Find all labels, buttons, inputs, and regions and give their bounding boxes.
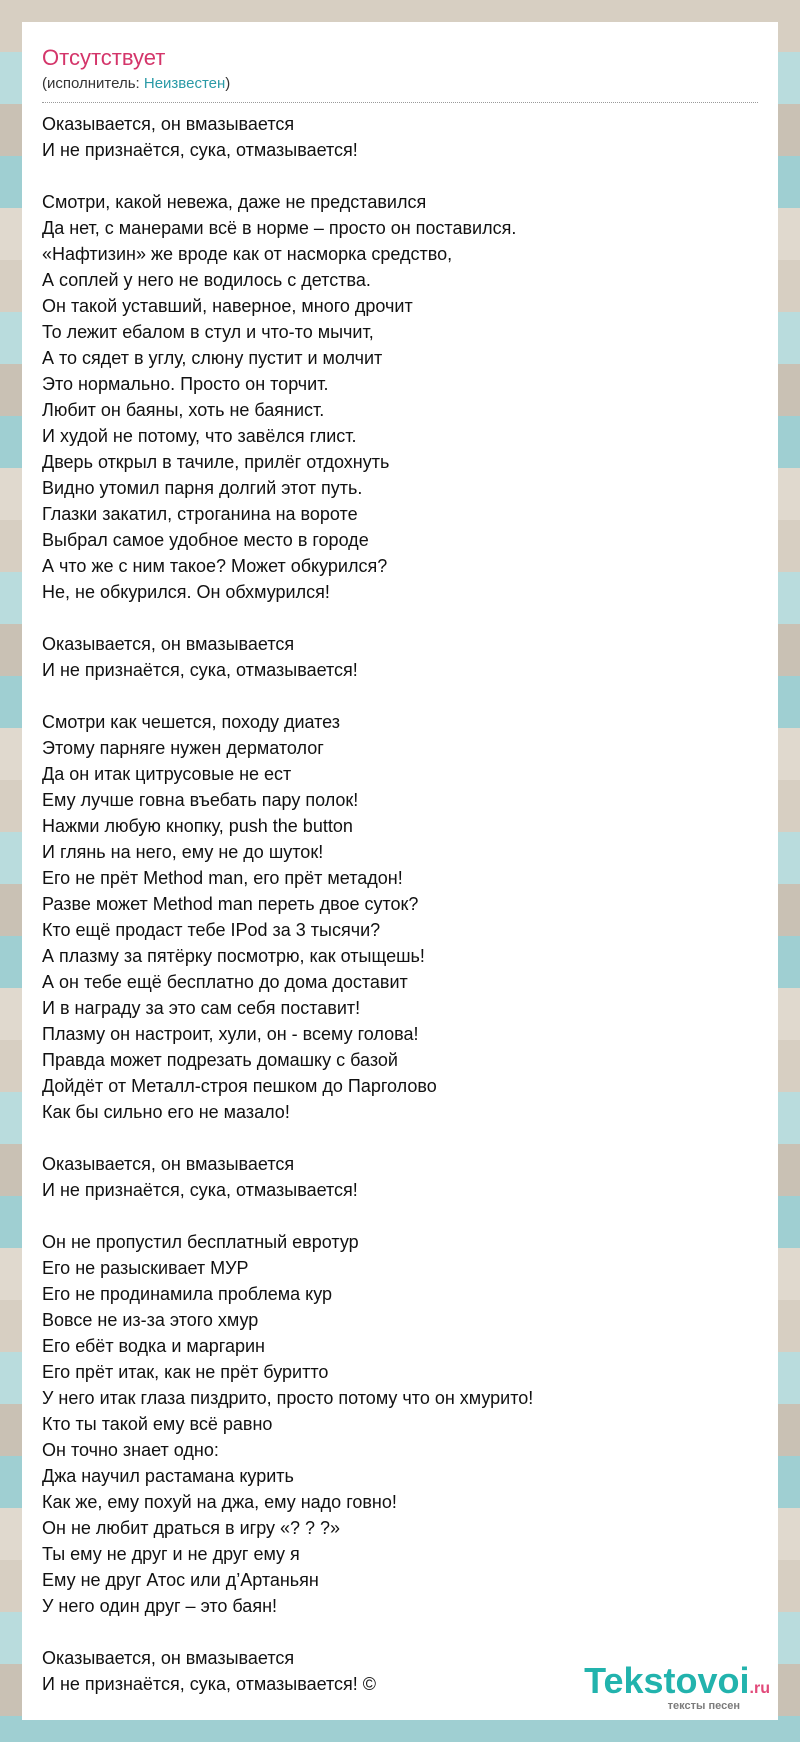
lyric-line: Да нет, с манерами всё в норме – просто он поставился. <box>42 218 517 238</box>
lyric-line: Правда может подрезать домашку с базой <box>42 1050 398 1070</box>
site-logo[interactable] <box>560 1660 770 1718</box>
lyric-line: Плазму он настроит, хули, он - всему голова! <box>42 1024 419 1044</box>
logo-subtitle: тексты песен <box>667 1700 740 1712</box>
lyric-line: А то сядет в углу, слюну пустит и молчит <box>42 348 383 368</box>
lyric-line: Он не пропустил бесплатный евротур <box>42 1232 359 1252</box>
artist-line <box>42 74 758 94</box>
lyric-line: И в награду за это сам себя поставит! <box>42 998 361 1018</box>
lyric-line: Его прёт итак, как не прёт буритто <box>42 1362 329 1382</box>
lyric-line: Нажми любую кнопку, push the button <box>42 816 353 836</box>
stanza-gap <box>42 1619 758 1645</box>
stanza-gap <box>42 163 758 189</box>
lyric-line: И не признаётся, сука, отмазывается! <box>42 1180 358 1200</box>
lyric-line: Как бы сильно его не мазало! <box>42 1102 290 1122</box>
lyric-line: Дойдёт от Металл-строя пешком до Парголово <box>42 1076 437 1096</box>
lyric-line: Его ебёт водка и маргарин <box>42 1336 265 1356</box>
lyric-line: А что же с ним такое? Может обкурился? <box>42 556 388 576</box>
lyric-line: Ему не друг Атос или д’Артаньян <box>42 1570 319 1590</box>
logo-name: Tekstovoi <box>584 1660 750 1701</box>
lyric-line: То лежит ебалом в стул и что-то мычит, <box>42 322 374 342</box>
stanza-gap <box>42 1125 758 1151</box>
artist-suffix: ) <box>225 75 231 92</box>
artist-prefix: (исполнитель: <box>42 75 144 92</box>
lyric-line: Джа научил растамана курить <box>42 1466 294 1486</box>
logo-tld: .ru <box>749 1680 770 1697</box>
lyric-line: Смотри, какой невежа, даже не представился <box>42 192 427 212</box>
lyric-line: Ты ему не друг и не друг ему я <box>42 1544 300 1564</box>
lyric-line: И худой не потому, что завёлся глист. <box>42 426 357 446</box>
stanza-gap <box>42 683 758 709</box>
lyric-line: У него итак глаза пиздрито, просто потому что он хмурито! <box>42 1388 534 1408</box>
lyric-line: Кто ещё продаст тебе IPod за 3 тысячи? <box>42 920 381 940</box>
lyric-line: Да он итак цитрусовые не ест <box>42 764 292 784</box>
lyric-line: Глазки закатил, строганина на вороте <box>42 504 358 524</box>
logo-wordmark <box>584 1660 770 1702</box>
lyric-line: И не признаётся, сука, отмазывается! <box>42 140 358 160</box>
lyric-line: Оказывается, он вмазывается <box>42 114 295 134</box>
lyric-line: Разве может Method man переть двое суток? <box>42 894 419 914</box>
lyric-line: Это нормально. Просто он торчит. <box>42 374 329 394</box>
stanza-gap <box>42 1203 758 1229</box>
lyric-line: Его не продинамила проблема кур <box>42 1284 333 1304</box>
lyric-line: Кто ты такой ему всё равно <box>42 1414 273 1434</box>
artist-link[interactable]: Неизвестен <box>143 75 226 92</box>
lyric-line: Смотри как чешется, походу диатез <box>42 712 341 732</box>
lyric-line: Оказывается, он вмазывается <box>42 1648 295 1668</box>
lyric-line: Вовсе не из-за этого хмур <box>42 1310 259 1330</box>
lyric-line: Не, не обкурился. Он обхмурился! <box>42 582 330 602</box>
lyric-line: Его не разыскивает МУР <box>42 1258 249 1278</box>
lyric-line: Любит он баяны, хоть не баянист. <box>42 400 325 420</box>
lyric-line: А соплей у него не водилось с детства. <box>42 270 371 290</box>
lyric-line: Он не любит драться в игру «? ? ?» <box>42 1518 341 1538</box>
song-title: Отсутствует <box>42 45 166 70</box>
lyric-line: Видно утомил парня долгий этот путь. <box>42 478 363 498</box>
lyric-line: Оказывается, он вмазывается <box>42 634 295 654</box>
lyric-line: И глянь на него, ему не до шуток! <box>42 842 324 862</box>
lyric-line: А он тебе ещё бесплатно до дома доставит <box>42 972 408 992</box>
lyric-line: А плазму за пятёрку посмотрю, как отыщешь! <box>42 946 425 966</box>
lyric-line: Ему лучше говна въебать пару полок! <box>42 790 359 810</box>
lyric-line: «Нафтизин» же вроде как от насморка средство, <box>42 244 453 264</box>
lyric-line: Его не прёт Method man, его прёт метадон! <box>42 868 403 888</box>
lyrics-text <box>42 111 758 1697</box>
stanza-gap <box>42 605 758 631</box>
lyric-line: Дверь открыл в тачиле, прилёг отдохнуть <box>42 452 390 472</box>
lyric-line: У него один друг – это баян! <box>42 1596 278 1616</box>
lyric-line: Как же, ему похуй на джа, ему надо говно! <box>42 1492 397 1512</box>
lyric-line: И не признаётся, сука, отмазывается! © <box>42 1674 377 1694</box>
lyric-line: Он такой уставший, наверное, много дрочит <box>42 296 413 316</box>
lyrics-panel <box>22 22 778 1720</box>
lyric-line: Выбрал самое удобное место в городе <box>42 530 369 550</box>
lyric-line: И не признаётся, сука, отмазывается! <box>42 660 358 680</box>
lyric-line: Оказывается, он вмазывается <box>42 1154 295 1174</box>
lyric-line: Он точно знает одно: <box>42 1440 219 1460</box>
lyric-line: Этому парняге нужен дерматолог <box>42 738 324 758</box>
header-divider <box>42 102 758 103</box>
